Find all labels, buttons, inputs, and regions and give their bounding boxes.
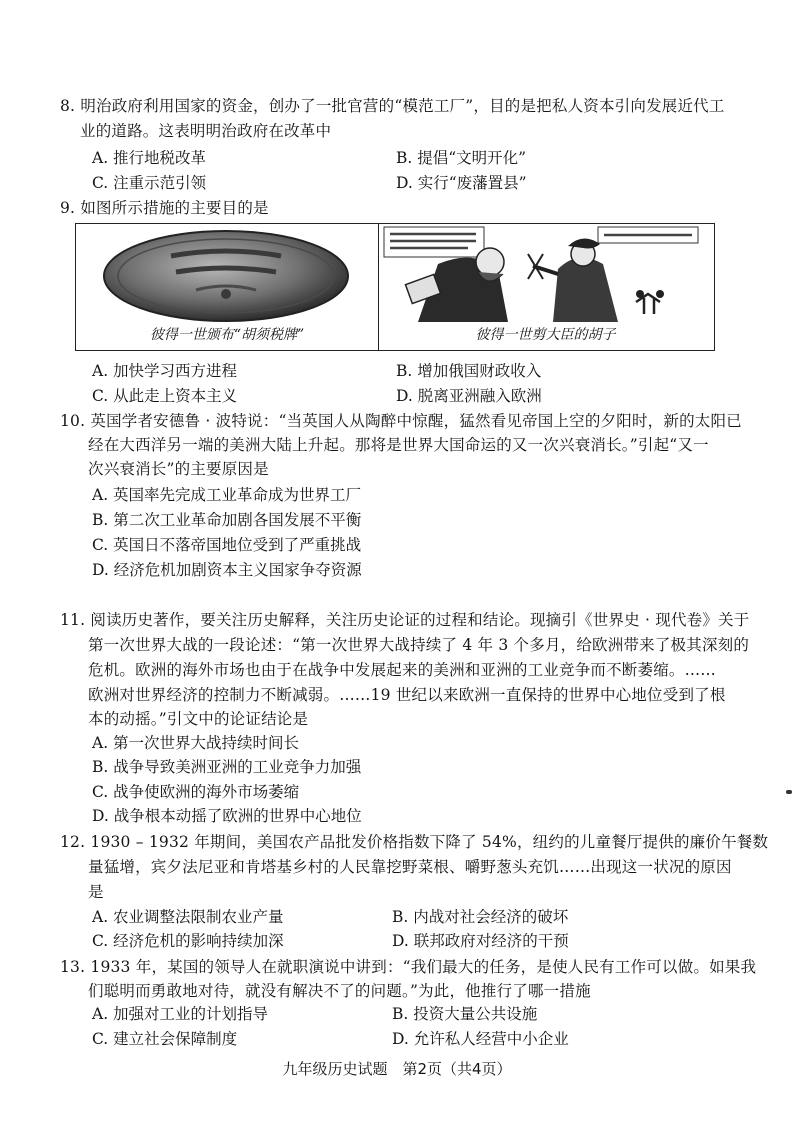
q13-option-c: C. 建立社会保障制度 <box>92 1030 238 1048</box>
q11-option-b: B. 战争导致美洲亚洲的工业竞争力加强 <box>92 758 362 776</box>
q13-stem-line-1: 13. 1933 年，某国的领导人在就职演说中讲到：“我们最大的任务，是使人民有工作可以做。如果我 <box>60 958 757 976</box>
q9-option-a: A. 加快学习西方进程 <box>92 362 238 380</box>
beard-cutting-illustration <box>378 224 713 324</box>
q10-option-a: A. 英国率先完成工业革命成为世界工厂 <box>92 486 362 504</box>
q10-stem-line-1: 10. 英国学者安德鲁 · 波特说：“当英国人从陶醉中惊醒，猛然看见帝国上空的夕阳时，新的太阳已 <box>60 412 742 430</box>
q8-option-b: B. 提倡“文明开化” <box>396 149 527 167</box>
q9-option-d: D. 脱离亚洲融入欧洲 <box>396 387 542 405</box>
q9-figure <box>75 223 715 351</box>
q11-stem-line-4: 欧洲对世界经济的控制力不断减弱。……19 世纪以来欧洲一直保持的世界中心地位受到了根 <box>88 686 726 704</box>
q9-option-c: C. 从此走上资本主义 <box>92 387 238 405</box>
q11-stem-line-1: 11. 阅读历史著作，要关注历史解释，关注历史论证的过程和结论。现摘引《世界史 · 现代卷》关于 <box>60 611 750 629</box>
q9-option-b: B. 增加俄国财政收入 <box>396 362 542 380</box>
q8-option-c: C. 注重示范引领 <box>92 174 207 192</box>
right-figure-caption: 彼得一世剪大臣的胡子 <box>475 327 616 343</box>
page-footer: 九年级历史试题 第2页（共4页） <box>282 1060 512 1078</box>
q12-stem-line-2: 量猛增，宾夕法尼亚和肯塔基乡村的人民靠挖野菜根、嚼野葱头充饥……出现这一状况的原因 <box>88 858 732 876</box>
q11-option-d: D. 战争根本动摇了欧洲的世界中心地位 <box>92 807 362 825</box>
q13-option-b: B. 投资大量公共设施 <box>392 1005 538 1023</box>
q13-option-d: D. 允许私人经营中小企业 <box>392 1030 569 1048</box>
q10-option-b: B. 第二次工业革命加剧各国发展不平衡 <box>92 511 362 529</box>
q12-option-b: B. 内战对社会经济的破坏 <box>392 908 569 926</box>
q8-option-d: D. 实行“废藩置县” <box>396 174 527 192</box>
q12-option-a: A. 农业调整法限制农业产量 <box>92 908 284 926</box>
beard-token-panel <box>76 224 379 350</box>
left-figure-caption: 彼得一世颁布“胡须税牌” <box>149 327 305 343</box>
q9-stem-line-1: 9. 如图所示措施的主要目的是 <box>60 199 269 217</box>
q11-stem-line-5: 本的动摇。”引文中的论证结论是 <box>88 710 309 728</box>
q10-stem-line-3: 次兴衰消长”的主要原因是 <box>88 460 269 478</box>
q10-stem-line-2: 经在大西洋另一端的美洲大陆上升起。那将是世界大国命运的又一次兴衰消长。”引起“又一 <box>88 436 709 454</box>
q11-stem-line-3: 危机。欧洲的海外市场也由于在战争中发展起来的美洲和亚洲的工业竞争而不断萎缩。…… <box>88 661 717 679</box>
q10-option-c: C. 英国日不落帝国地位受到了严重挑战 <box>92 536 362 554</box>
q11-stem-line-2: 第一次世界大战的一段论述：“第一次世界大战持续了 4 年 3 个多月，给欧洲带来了极其深刻的 <box>88 636 750 654</box>
q13-option-a: A. 加强对工业的计划指导 <box>92 1005 269 1023</box>
beard-cutting-panel <box>378 224 713 350</box>
q12-option-c: C. 经济危机的影响持续加深 <box>92 932 284 950</box>
beard-token-image <box>76 224 376 324</box>
q13-stem-line-2: 们聪明而勇敢地对待，就没有解决不了的问题。”为此，他推行了哪一措施 <box>88 982 591 1000</box>
q11-option-a: A. 第一次世界大战持续时间长 <box>92 734 300 752</box>
q12-option-d: D. 联邦政府对经济的干预 <box>392 932 569 950</box>
q8-stem-line-1: 8. 明治政府利用国家的资金，创办了一批官营的“模范工厂”，目的是把私人资本引向发展近代工 <box>60 97 725 115</box>
q12-stem-line-1: 12. 1930 – 1932 年期间，美国农产品批发价格指数下降了 54%，纽约的儿童餐厅提供的廉价午餐数 <box>60 833 769 851</box>
q10-option-d: D. 经济危机加剧资本主义国家争夺资源 <box>92 561 362 579</box>
q12-stem-line-3: 是 <box>88 883 104 901</box>
q8-option-a: A. 推行地税改革 <box>92 149 207 167</box>
scan-mark <box>786 790 792 794</box>
q8-stem-line-2: 业的道路。这表明明治政府在改革中 <box>80 122 332 140</box>
q11-option-c: C. 战争使欧洲的海外市场萎缩 <box>92 783 300 801</box>
